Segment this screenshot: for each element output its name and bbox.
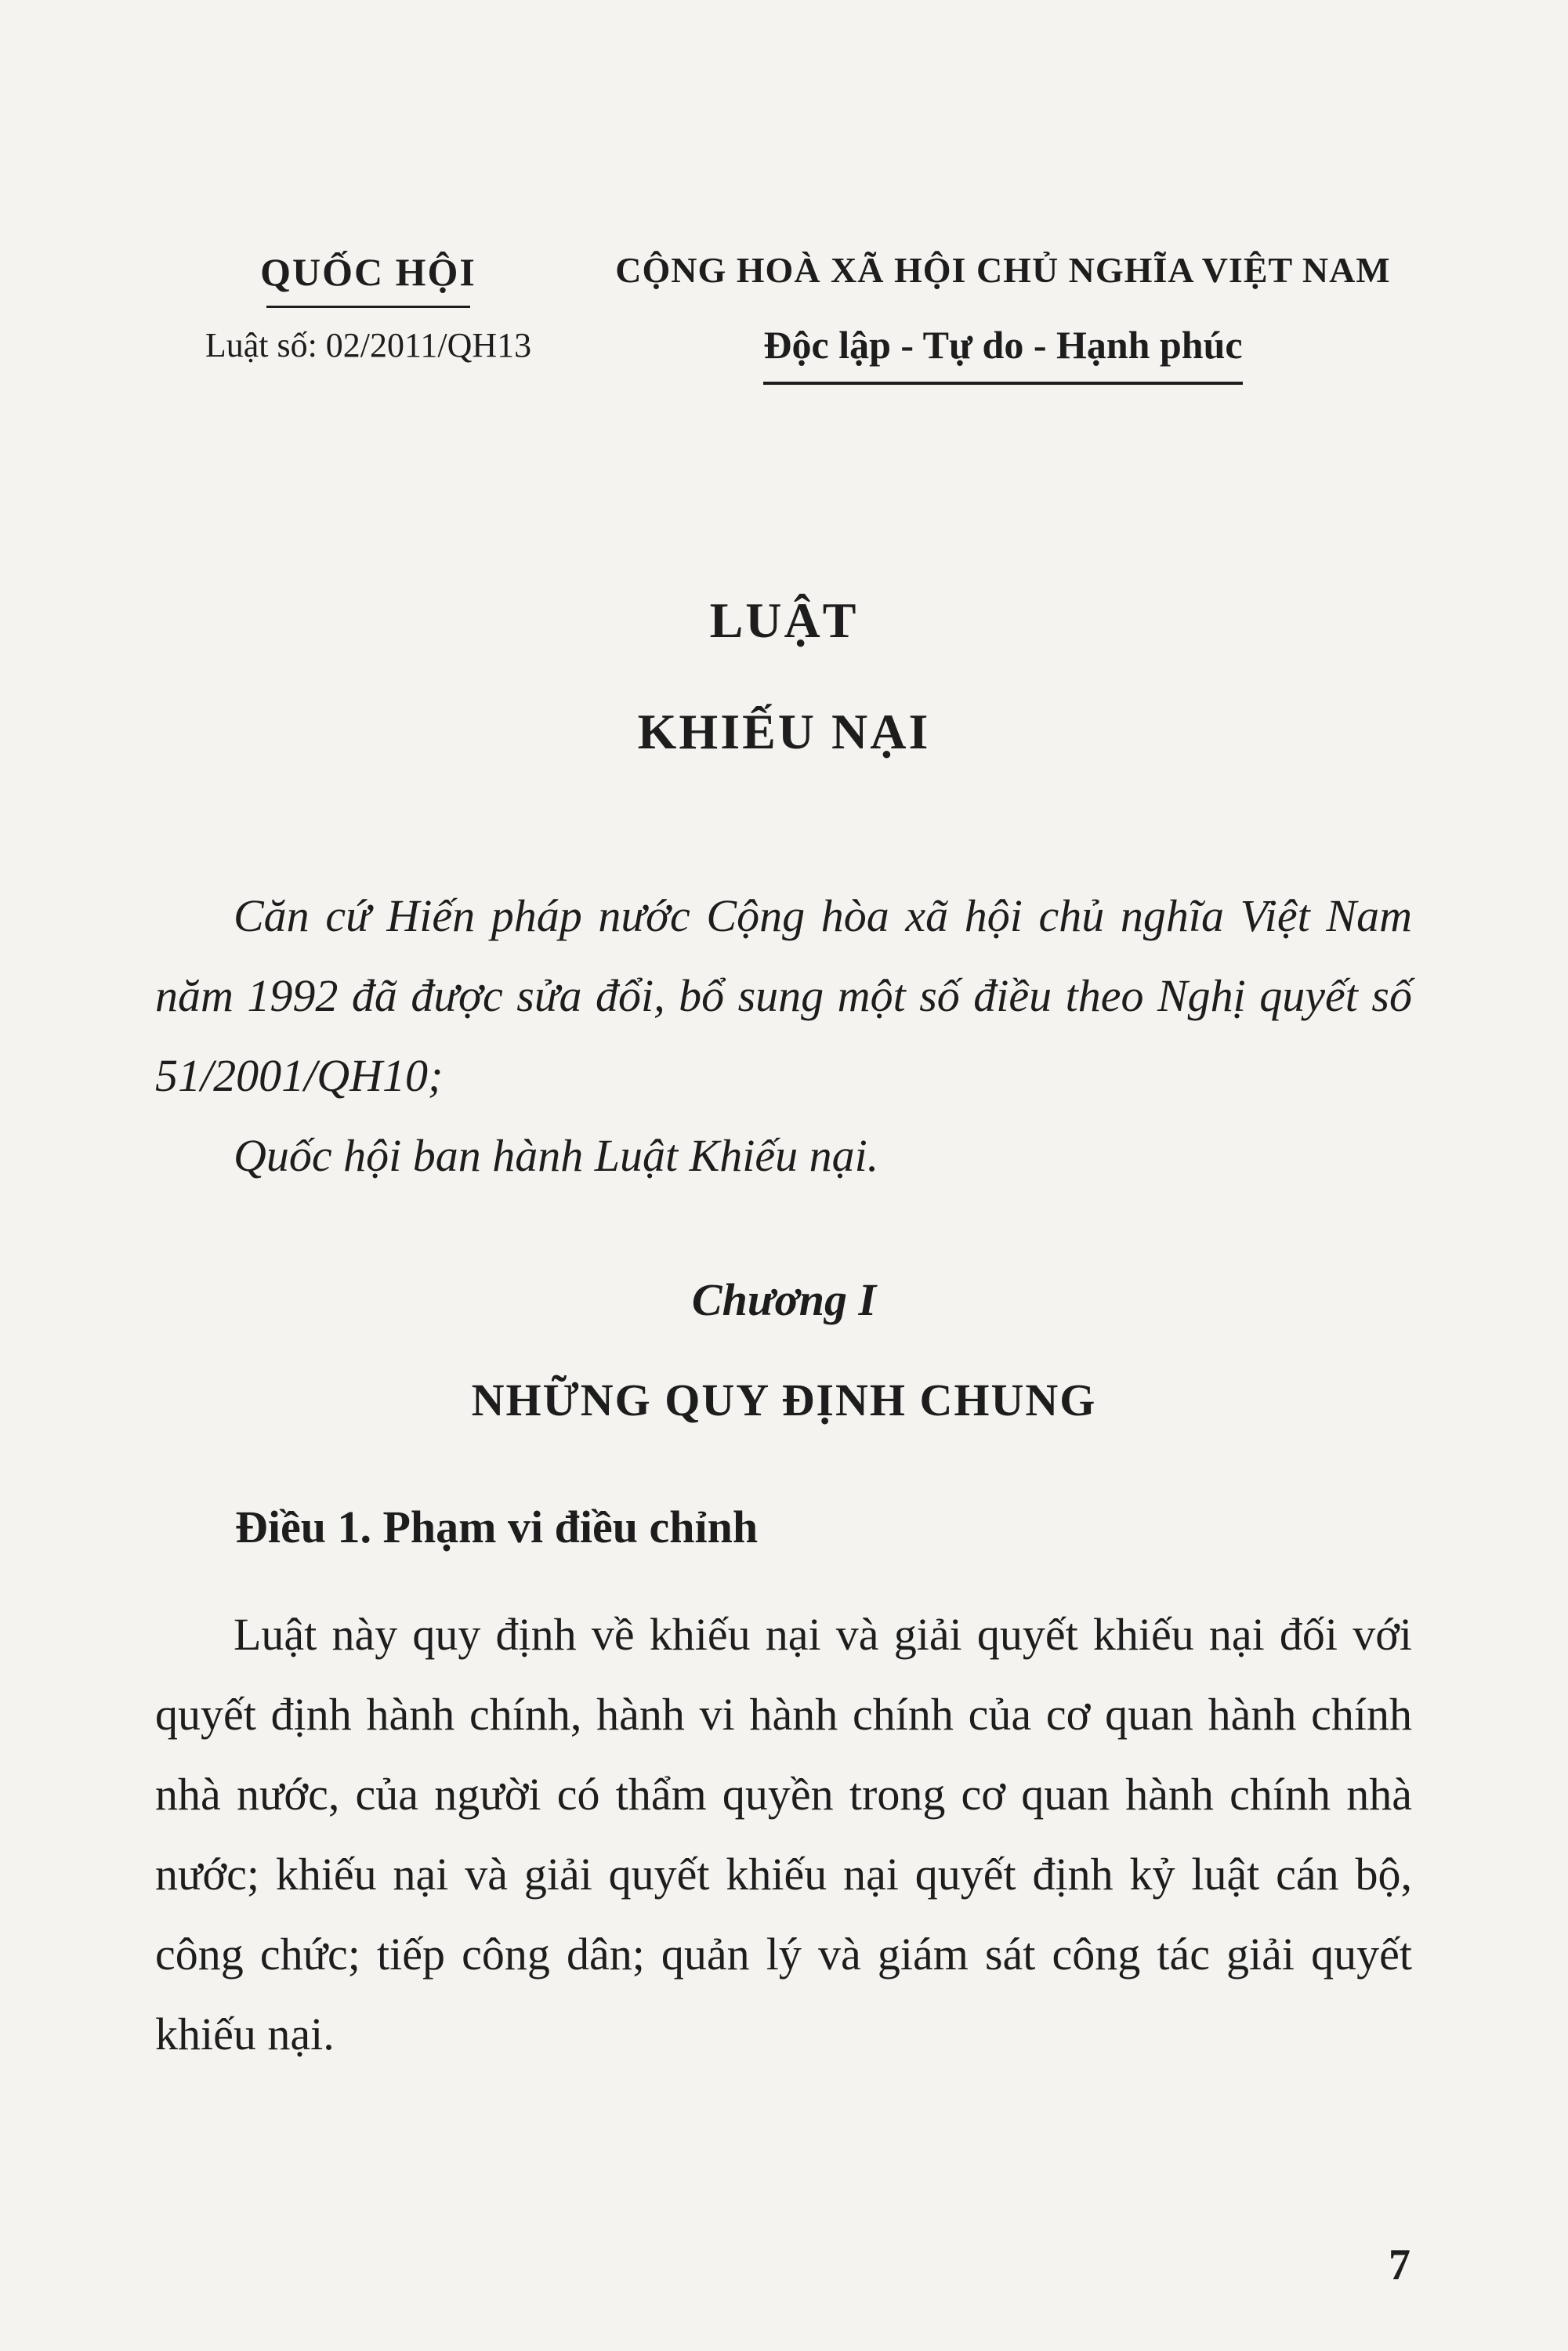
national-motto: Độc lập - Tự do - Hạnh phúc <box>763 322 1242 385</box>
article-1-heading: Điều 1. Phạm vi điều chỉnh <box>235 1502 759 1552</box>
preamble-enactment: Quốc hội ban hành Luật Khiếu nại. <box>234 1130 879 1181</box>
issuer-underline <box>266 306 470 308</box>
chapter-label: Chương I <box>691 1274 877 1325</box>
national-heading-block <box>580 249 1426 385</box>
title-line-1: LUẬT <box>709 592 859 648</box>
page-number: 7 <box>1389 2241 1410 2289</box>
document-title <box>0 592 1568 759</box>
article-1-body: Luật này quy định về khiếu nại và giải quyết khiếu nại đối với quyết định hành chính, hành vi hành chính của cơ quan hành chính nhà nước, của người có thẩm quyền trong cơ quan hành chính nhà nước; khiếu nại và giải quyết khiếu nại quyết định kỷ luật cán bộ, công chức; tiếp công dân; quản lý và giám sát công tác giải quyết khiếu nại. <box>155 1609 1412 2059</box>
chapter-heading <box>0 1274 1568 1425</box>
national-title: CỘNG HOÀ XÃ HỘI CHỦ NGHĨA VIỆT NAM <box>615 250 1391 290</box>
issuing-organization: QUỐC HỘI <box>260 250 476 294</box>
issuer-block <box>157 249 580 365</box>
preamble <box>155 876 1412 1196</box>
chapter-title: NHỮNG QUY ĐỊNH CHUNG <box>471 1375 1097 1425</box>
law-number: Luật số: 02/2011/QH13 <box>205 326 532 364</box>
preamble-legal-basis: Căn cứ Hiến pháp nước Cộng hòa xã hội chủ nghĩa Việt Nam năm 1992 đã được sửa đổi, bổ sung một số điều theo Nghị quyết số 51/2001/QH10; <box>155 890 1412 1101</box>
title-line-2: KHIẾU NẠI <box>637 704 931 759</box>
